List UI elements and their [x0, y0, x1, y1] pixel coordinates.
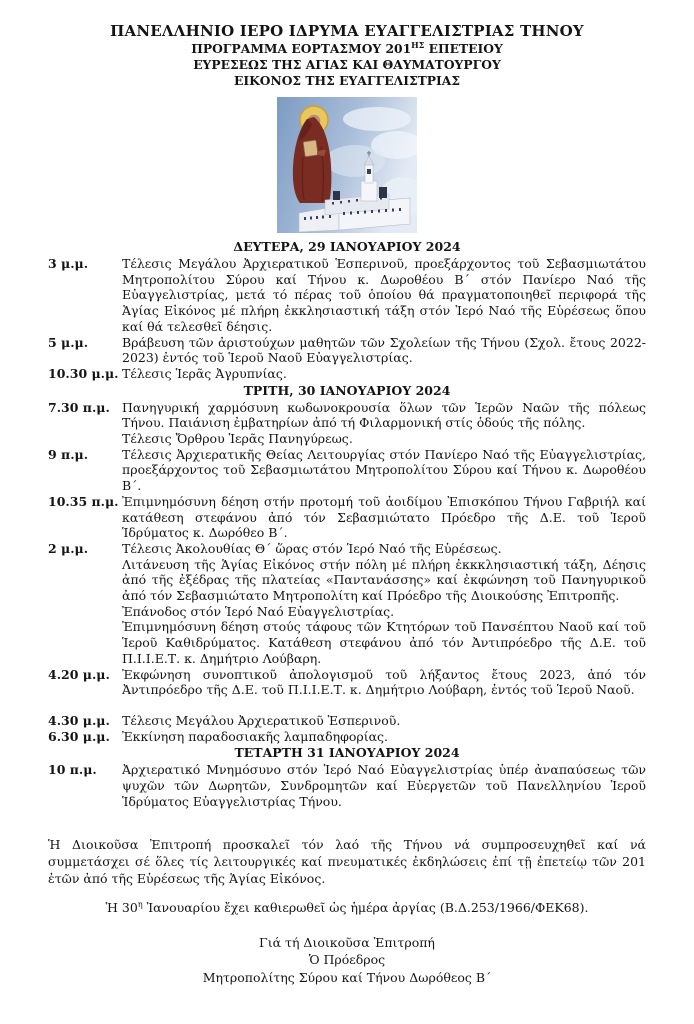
- event-description: Πανηγυρική χαρμόσυνη κωδωνοκρουσία ὅλων τῶν Ἱερῶν Ναῶν τῆς πόλεως Τήνου. Παιάνιση ἐμβατηρίων ἀπό τή Φιλαρμονική στίς ὁδούς τῆς πόλης.: [122, 399, 646, 431]
- event-description: Ἐκκίνηση παραδοσιακῆς λαμπαδηφορίας.: [122, 728, 389, 744]
- day-title: ΔΕΥΤΕΡΑ, 29 ΙΑΝΟΥΑΡΙΟΥ 2024: [233, 239, 461, 254]
- event-time: 10.35 π.μ.: [48, 493, 119, 509]
- event-time: 7.30 π.μ.: [48, 399, 110, 415]
- subtitle-text-pre: ΠΡΟΓΡΑΜΜΑ ΕΟΡΤΑΣΜΟΥ 201: [191, 41, 412, 56]
- event-description: Βράβευση τῶν ἀριστούχων μαθητῶν τῶν Σχολείων τῆς Τήνου (Σχολ. ἔτους 2022-2023) ἐντός τοῦ Ἱεροῦ Ναοῦ Εὐαγγελιστρίας.: [122, 334, 646, 366]
- schedule-event: [48, 729, 646, 745]
- day-section-wednesday: [48, 745, 646, 809]
- day-section-tuesday: [48, 383, 646, 745]
- schedule-event: [48, 762, 646, 809]
- event-description: Ἐκφώνηση συνοπτικοῦ ἀπολογισμοῦ τοῦ λήξαντος ἔτους 2023, ἀπό τόν Ἀντιπρόεδρο τῆς Δ.Ε. τοῦ Π.Ι.Ι.Ε.Τ. κ. Δημήτριο Λούβαρη, ἐντός τοῦ Ἱεροῦ Ναοῦ.: [122, 666, 646, 698]
- event-time: 4.30 μ.μ.: [48, 712, 110, 728]
- event-description: Τέλεσις Ὄρθρου Ἱερᾶς Πανηγύρεως.: [122, 431, 353, 447]
- schedule-event: [48, 713, 646, 729]
- holiday-superscript: η: [137, 899, 143, 909]
- day-section-monday: [48, 239, 646, 382]
- subtitle-line3: ΕΥΡΕΣΕΩΣ ΤΗΣ ΑΓΙΑΣ ΚΑΙ ΘΑΥΜΑΤΟΥΡΓΟΥ: [193, 57, 501, 72]
- closing-invitation: [48, 836, 646, 887]
- holiday-text-pre: Ἡ 30: [105, 899, 138, 915]
- event-time: 10.30 μ.μ.: [48, 365, 119, 381]
- event-description: Τέλεσις Ἱερᾶς Ἀγρυπνίας.: [122, 365, 287, 381]
- schedule-event: [48, 494, 646, 541]
- schedule-event: [48, 541, 646, 667]
- event-time: 4.20 μ.μ.: [48, 666, 110, 682]
- event-description: Τέλεσις Ἀρχιερατικῆς Θείας Λειτουργίας στόν Πανίερο Ναό τῆς Εὐαγγελιστρίας, προεξάρχοντος τοῦ Σεβασμιωτάτου Μητροπολίτου Σύρου καί Τήνου κ. Δωροθέου Β´.: [122, 446, 646, 494]
- event-time: 10 π.μ.: [48, 762, 97, 778]
- day-title: ΤΡΙΤΗ, 30 ΙΑΝΟΥΑΡΙΟΥ 2024: [243, 382, 451, 398]
- event-description: Ἀρχιερατικό Μνημόσυνο στόν Ἱερό Ναό Εὐαγγελιστρίας ὑπέρ ἀναπαύσεως τῶν ψυχῶν τῶν Δωρητῶν, Συνδρομητῶν καί Εὐεργετῶν τοῦ Πανελληνίου Ἱεροῦ Ἱδρύματος Εὐαγγελιστρίας Τήνου.: [122, 762, 646, 809]
- schedule-event: [48, 400, 646, 447]
- signature-line-president: Ὁ Πρόεδρος: [308, 952, 386, 967]
- event-description: Ἐπάνοδος στόν Ἱερό Ναό Εὐαγγελιστρίας.: [122, 603, 395, 619]
- schedule-event: [48, 335, 646, 366]
- signature-line-metropolitan: Μητροπολίτης Σύρου καί Τήνου Δωρόθεος Β´: [202, 969, 492, 985]
- schedule-event: [48, 667, 646, 698]
- invitation-text: Ἡ Διοικοῦσα Ἐπιτροπή προσκαλεῖ τόν λαό τῆς Τήνου νά συμπροσευχηθεῖ καί νά συμμετάσχει σέ ὅλες τίς λειτουργικές καί πνευματικές ἐκδηλώσεις ἐπί τῇ ἐπετείῳ τῶν 201 ἐτῶν ἀπό τῆς Εὑρέσεως τῆς Ἁγίας Εἰκόνος.: [48, 836, 646, 886]
- subtitle-line4: ΕΙΚΟΝΟΣ ΤΗΣ ΕΥΑΓΓΕΛΙΣΤΡΙΑΣ: [233, 73, 461, 88]
- schedule-event: [48, 366, 646, 382]
- event-description: Ἐπιμνημόσυνη δέηση στήν προτομή τοῦ ἀοιδίμου Ἐπισκόπου Τήνου Γαβριήλ καί κατάθεση στεφάνου ἀπό τόν Σεβασμιώτατο Πρόεδρο τῆς Δ.Ε. τοῦ Ἱεροῦ Ἱδρύματος κ. Δωρόθεο Β´.: [122, 493, 646, 541]
- event-description: Τέλεσις Μεγάλου Ἀρχιερατικοῦ Ἑσπερινοῦ, προεξάρχοντος τοῦ Σεβασμιωτάτου Μητροπολίτου Σύρου καί Τήνου κ. Δωροθέου Β´ στόν Πανίερο Ναό τῆς Εὐαγγελιστρίας, μετά τό πέρας τοῦ ὁποίου θά πραγματοποιηθεῖ περιφορά τῆς Ἁγίας Εἰκόνος μέ πλήρη ἐκκλησιαστική τάξη στόν Ἱερό Ναό τῆς Εὑρέσεως ὅπου καί θά τελεσθεῖ δέησις.: [122, 256, 646, 334]
- day-title: ΤΕΤΑΡΤΗ 31 ΙΑΝΟΥΑΡΙΟΥ 2024: [234, 745, 460, 761]
- event-description: Τέλεσις Μεγάλου Ἀρχιερατικοῦ Ἑσπερινοῦ.: [122, 712, 401, 728]
- event-description: Ἐπιμνημόσυνη δέηση στούς τάφους τῶν Κτητόρων τοῦ Πανσέπτου Ναοῦ καί τοῦ Ἱεροῦ Καθιδρύματος. Κατάθεση στεφάνου ἀπό τόν Ἀντιπρόεδρο τῆς Δ.Ε. τοῦ Π.Ι.Ι.Ε.Τ. κ. Δημήτριο Λούβαρη.: [122, 619, 646, 666]
- schedule-event: [48, 256, 646, 335]
- event-time: 6.30 μ.μ.: [48, 728, 110, 744]
- holiday-text-post: Ἰανουαρίου ἔχει καθιερωθεῖ ὡς ἡμέρα ἀργίας (Β.Δ.253/1966/ΦΕΚ68).: [142, 899, 589, 915]
- subtitle-text-post: ΕΠΕΤΕΙΟΥ: [424, 41, 503, 56]
- event-description: Τέλεσις Ἀκολουθίας Θ´ ὥρας στόν Ἱερό Ναό τῆς Εὑρέσεως.: [122, 540, 502, 556]
- evangelistria-icon-image: [277, 97, 417, 233]
- event-time: 9 π.μ.: [48, 446, 89, 462]
- event-time: 3 μ.μ.: [48, 256, 89, 271]
- document-header: [48, 22, 646, 89]
- schedule-event: [48, 447, 646, 494]
- holiday-note: [48, 899, 646, 916]
- institution-title: ΠΑΝΕΛΛΗΝΙΟ ΙΕΡΟ ΙΔΡΥΜΑ ΕΥΑΓΓΕΛΙΣΤΡΙΑΣ ΤΗΝΟΥ: [110, 22, 584, 40]
- event-time: 5 μ.μ.: [48, 334, 89, 350]
- held-icon: [303, 140, 318, 157]
- program-subtitle: [48, 41, 646, 57]
- event-description: Λιτάνευση τῆς Ἁγίας Εἰκόνος στήν πόλη μέ πλήρη ἐκκκλησιαστική τάξη, Δέησις ἀπό τῆς ἐξέδρας τῆς πλατείας «Παντανάσσης» καί ἐκφώνηση τοῦ Πανηγυρικοῦ ἀπό τόν Σεβασμιώτατο Μητροπολίτη καί Πρόεδρο τῆς Διοικούσης Ἐπιτροπῆς.: [122, 556, 646, 604]
- event-time: 2 μ.μ.: [48, 540, 89, 556]
- ordinal-superscript: ΗΣ: [411, 39, 425, 50]
- signature-block: [48, 934, 646, 987]
- signature-line-committee: Γιά τή Διοικοῦσα Ἐπιτροπή: [259, 934, 435, 950]
